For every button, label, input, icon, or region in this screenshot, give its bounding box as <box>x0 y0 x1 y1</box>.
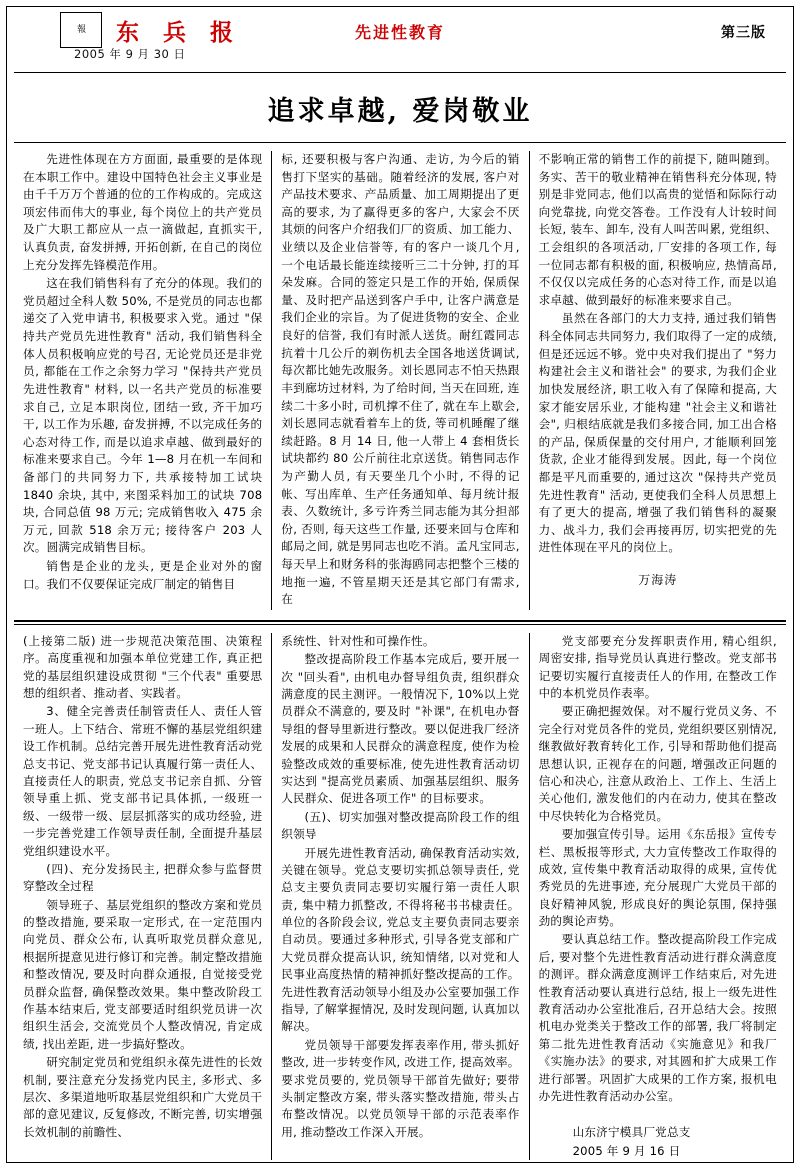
logo-glyph: 報 <box>76 24 85 35</box>
masthead-rule <box>14 72 786 73</box>
paragraph: 先进性体现在方方面面, 最重要的是体现在本职工作中。建设中国特色社会主义事业是由千千万万个普通的位的工作构成的。完成这项宏伟而伟大的事业, 每个岗位上的共产党员及广大职工都应从一点一滴做起, 直抓实干, 认真负责, 奋发拼搏, 开拓创新, 在自己的岗位上充分发挥先锋模范作用。 <box>23 152 263 272</box>
paragraph: 整改提高阶段工作基本完成后, 要开展一次 "回头看", 由机电办督导组负责, 组织群众满意度的民主测评。一般情况下, 10%以上党员群众不满意的, 要及时 "补课", 在机电办督导组的督导里新进行整改。要以促进我厂经济发展的成果和人民群众的满意程度, 使作为检验整改成效的重要标准, 使先进性教育活动切实达到 "提高党员素质、加强基层组织、服务人民群众、促进各项工作" 的目标要求。 <box>281 652 520 806</box>
paper-name: 东 兵 报 <box>116 19 242 46</box>
paragraph: 党员领导干部要发挥表率作用, 带头抓好整改, 进一步转变作风, 改进工作, 提高效率。要求党员要的, 党员领导干部首先做好; 要带头制定整改方案, 带头落实整改措施, 带头占布整改情况。以党员领导干部的示范表率作用, 推动整改工作深入开展。 <box>281 1037 520 1139</box>
article-column-2 <box>271 151 528 610</box>
article-column-1 <box>14 151 271 610</box>
article-byline: 万海涛 <box>638 573 678 588</box>
main-article <box>14 151 786 610</box>
headline-rule <box>14 142 786 143</box>
paragraph: 销售是企业的龙头, 更是企业对外的窗口。我们不仅要保证完成厂制定的销售目 <box>23 559 263 591</box>
paragraph: 虽然在各部门的大力支持, 通过我们销售科全体同志共同努力, 我们取得了一定的成绩, 但是还远远不够。党中央对我们提出了 "努力构建社会主义和谐社会" 的要求, 为我们企业加快发展经济, 职工收入有了保障和提高, 大家才能安居乐业, 才能构建 "社会主义和谐社会", 归根结底就是我们多接合同, 加工出合格的产品, 保质保量的交付用户, 才能顺利回笼货款, 企业才能得到发展。因此, 每一个岗位都是平凡而重要的, 通过这次 "保持共产党员先进性教育" 活动, 更使我们全科人员思想上有了更大的提高, 增强了我们销售科的凝聚力、战斗力, 我们会再接再厉, 切实把党的先进性体现在平凡的岗位上。 <box>538 311 777 555</box>
lower-column-1 <box>14 633 271 1161</box>
page-number-label: 第三版 <box>721 25 766 41</box>
paragraph: 标, 还要积极与客户沟通、走访, 为今后的销售打下坚实的基础。随着经济的发展, 客户对产品技术要求、产品质量、加工周期提出了更高的要求, 为了赢得更多的客户, 大家会不厌其烦的问客户介绍我们厂的资质、加工能力、业绩以及企业信誉等, 有的客户一谈几个月, 一个电话最长能连续接听三二十分钟, 打的耳朵发麻。合同的签定只是工作的开始, 保质保量、及时把产品送到客户手中, 让客户满意是我们企业的宗旨。为了促进货物的安全、企业良好的信誉, 我们有时派人送货。耐红霞同志抗着十几公斤的剃伤机去全国各地送货调试, 每次都比她先改服务。刘长恩同志不怕天热跟丰到廊坊过材料, 为了给时间, 当天在回班, 连续二十多小时, 司机撑不住了, 就在车上歇会, 刘长恩同志就看着车上的货, 等司机睡醒了继续赶路。8 月 14 日, 他一人带上 4 套相货长试块都约 80 公斤前往北京送货。销售同志作为产勤人员, 有天要坐几个小时, 不得的记帐、写出库单、生产任务通知单、每月统计报表、久数统计, 多亏许秀兰同志能为其分担部份, 否则, 每天这些工作量, 还要来回与仓库和邮局之间, 就是男同志也吃不消。孟凡宝同志, 每天早上和财务科的张海鸥同志把整个三楼的地拖一遍, 不管星期天还是其它部门有需求, 在 <box>281 152 520 607</box>
paragraph: 要正确把握效保。对不履行党员义务、不完全行对党员各件的党员, 党组织要区别情况, 继教做好教育转化工作, 引导和帮助他们提高思想认识, 正视存在的问题, 增强改正问题的信心和决心, 注意从政治上、工作上、生活上关心他们, 激发他们的内在动力, 使其在整改中尽快转化为合格党员。 <box>538 704 777 823</box>
paragraph: 3、健全完善责任制管责任人、责任人管一班人。上下结合、常班不懈的基层党组织建设工作机制。总结完善开展先进性教育活动党总支书记、党支部书记认真履行第一责任人、直接责任人的职责, 党总支书记亲自抓、分管领导重上抓、党支部书记具体抓, 一级班一级、一级带一级、层层抓落实的成功经验, 进一步完善党建工作领导责任制, 全面提升基层党组织建设水平。 <box>23 704 263 858</box>
paragraph: 研究制定党员和党组织永葆先进性的长效机制, 要注意充分发扬党内民主, 多形式、多层次、多渠道地听取基层党组织和广大党员干部的意见建议, 反复修改, 不断完善, 切实增强长效机制的前瞻性、 <box>23 1055 263 1139</box>
masthead <box>14 10 786 66</box>
lower-column-2 <box>271 633 528 1161</box>
issue-date: 2005 年 9 月 30 日 <box>74 47 186 61</box>
paragraph: (四)、充分发扬民主, 把群众参与监督贯穿整改全过程 <box>23 861 263 894</box>
paragraph: 要认真总结工作。整改提高阶段工作完成后, 要对整个先进性教育活动进行群众满意度的测评。群众满意度测评工作结束后, 对先进性教育活动要认真进行总结, 报上一级先进性教育活动办公室批准后, 召开总结大会。按照机电办党类关于整改工作的部署, 我厂将制定第二批先进性教育活动《实施意见》和我厂《实施办法》的要求, 对其圆和扩大成果工作进行部署。巩固扩大成果的工作方案, 报机电办先进性教育活动办公室。 <box>538 932 777 1103</box>
section-divider-thick <box>14 620 786 622</box>
article-column-3 <box>529 151 786 610</box>
paragraph: 不影响正常的销售工作的前提下, 随叫随到。务实、苦干的敬业精神在销售科充分体现, 特别是非党同志, 他们以高贵的觉悟和际际行动向党靠拢, 向党交答卷。工作没有人计较时间长短, 装车、卸车, 没有人叫苦叫累, 党组织、工会组织的各项活动, 厂安排的各项工作, 每一位同志都有积极的面, 积极响应, 热情高昂, 不仅仅以完成任务的心态对待工作, 而是以追求卓越、做到最好的标准来要求自己。 <box>538 152 777 307</box>
signoff-organization: 山东济宁模具厂党总支 <box>572 1125 691 1140</box>
newspaper-logo-icon <box>60 12 102 48</box>
paragraph: 开展先进性教育活动, 确保教育活动实效, 关键在领导。党总支要切实抓总领导责任, 党总支主要负责同志要切实履行第一责任人职责, 集中精力抓整改, 不得将秘书书棣责任。单位的各阶段会议, 党总支主要负责同志要亲自动员。要通过多种形式, 引导各党支部和广大党员群众提高认识, 统知情绪, 以对党和人民事业高度热情的精神抓好整改提高的工作。先进性教育活动领导小组及办公室要加强工作指导, 了解掌握情况, 及时发现问题, 认真加以解决。 <box>281 845 520 1034</box>
section-banner: 先进性教育 <box>354 23 445 42</box>
paragraph: 领导班子、基层党组织的整改方案和党员的整改措施, 要采取一定形式, 在一定范围内向党员、群众公布, 认真听取党员群众意见, 根据所提意见进行修订和完善。制定整改措施和整改情况, 要及时向群众通报, 自觉接受党员群众监督, 确保整改效果。集中整改阶段工作基本结束后, 党支部要适时组织党员讲一次组织生活会, 交流党员个人整改情况, 肯定成绩, 找出差距, 进一步搞好整改。 <box>23 897 263 1051</box>
article-headline: 追求卓越, 爱岗敬业 <box>267 96 533 127</box>
paragraph: (上接第二版) 进一步规范决策范围、决策程序。高度重视和加强本单位党建工作, 真正把党的基层组织建设成贯彻 "三个代表" 重要思想的组织者、推动者、实践者。 <box>23 633 263 701</box>
paragraph: (五)、切实加强对整改提高阶段工作的组织领导 <box>281 809 520 842</box>
lower-column-3 <box>529 633 786 1161</box>
paragraph: 这在我们销售科有了充分的体现。我们的党员超过全科人数 50%, 不是党员的同志也都递交了入党申请书, 积极要求入党。通过 "保持共产党员先进性教育" 活动, 我们销售科全体人员积极响应党的号召, 无论党员还是非党员, 都能在工作之余努力学习 "保持共产党员先进性教育" 材料, 以一名共产党员的标准要求自己, 立足本职岗位, 团结一致, 齐干加巧干, 以工作为乐趣, 奋发拼搏, 不以完成任务的心态对待工作, 而是以追求卓越、做到最好的标准来要求自己。今年 1—8 月在机一车间和备部门的共同努力下, 共承接特加工试块 1840 余块, 其中, 来图采料加工的试块 708 块, 合同总值 98 万元; 完成销售收入 475 余万元, 回款 518 余万元; 接待客户 203 人次。圆满完成销售目标。 <box>23 276 263 555</box>
signoff-date: 2005 年 9 月 16 日 <box>572 1143 681 1158</box>
section-divider-thin <box>14 624 786 625</box>
secondary-article <box>14 633 786 1161</box>
paragraph: 系统性、针对性和可操作性。 <box>281 633 435 648</box>
paragraph: 要加强宣传引导。运用《东岳报》宣传专栏、黑板报等形式, 大力宣传整改工作取得的成效, 宣传集中教育活动取得的成果, 宣传优秀党员的先进事迹, 充分展现广大党员干部的良好精神风貌, 形成良好的舆论氛围, 保持强劲的舆论声势。 <box>538 827 777 929</box>
paragraph: 党支部要充分发挥职责作用, 精心组织, 周密安排, 指导党员认真进行整改。党支部书记要切实履行直接责任人的作用, 在整改工作中的本机党员作表率。 <box>538 633 777 701</box>
